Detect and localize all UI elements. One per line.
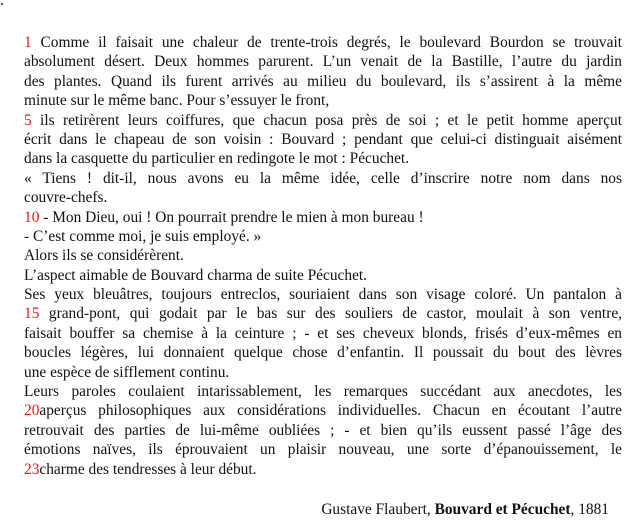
line-text: grand-pont, qui godait par le bas sur des souliers de castor, moulait à son ventre, — [39, 305, 622, 323]
text-line — [24, 227, 622, 246]
attribution — [321, 500, 609, 519]
text-line — [24, 72, 622, 91]
line-text: charme des tendresses à leur début. — [39, 460, 257, 478]
line-number: 10 — [24, 208, 40, 226]
line-text: - Mon Dieu, oui ! On pourrait prendre le mien à mon bureau ! — [39, 208, 424, 226]
line-number: 23 — [24, 460, 40, 478]
line-text: Leurs paroles coulaient intarissablement, les remarques succédant aux anecdotes, les — [24, 383, 622, 401]
attribution-year: , 1881 — [570, 501, 609, 518]
text-line — [24, 188, 622, 207]
line-number: 15 — [24, 305, 40, 323]
text-line — [24, 421, 622, 440]
text-line — [24, 130, 622, 149]
text-line — [24, 460, 622, 479]
text-line — [24, 266, 622, 285]
corner-dot — [1, 3, 3, 5]
line-text: Comme il faisait une chaleur de trente-trois degrés, le boulevard Bourdon se trouvait — [31, 34, 622, 51]
text-line — [24, 401, 622, 420]
line-number: 20 — [24, 402, 40, 420]
text-line — [24, 208, 622, 227]
attribution-author: Gustave Flaubert, — [321, 501, 435, 518]
attribution-book-title: Bouvard et Pécuchet — [434, 501, 571, 518]
line-text: Ses yeux bleuâtres, toujours entreclos, souriaient dans son visage coloré. Un pantalon à — [24, 286, 622, 304]
text-line — [24, 343, 622, 362]
text-line — [24, 324, 622, 343]
text-line — [24, 111, 622, 130]
line-text: Alors ils se considérèrent. — [24, 247, 184, 265]
line-text: écrit dans le chapeau de son voisin : Bouvard ; pendant que celui-ci distinguait aisément — [24, 130, 622, 148]
text-line — [24, 363, 622, 382]
line-text: « Tiens ! dit-il, nous avons eu la même idée, celle d’inscrire notre nom dans nos — [24, 169, 622, 187]
text-line — [24, 246, 622, 265]
line-text: couvre-chefs. — [24, 189, 108, 207]
line-text: émotions naïves, ils éprouvaient un plaisir nouveau, une sorte d’épanouissement, le — [24, 441, 622, 459]
text-line — [24, 33, 622, 52]
text-line — [24, 382, 622, 401]
text-line — [24, 440, 622, 459]
line-text: faisait bouffer sa chemise à la ceinture ; - et ses cheveux blonds, frisés d’eux-mêmes en — [24, 324, 622, 342]
text-line — [24, 52, 622, 71]
text-line — [24, 169, 622, 188]
text-line — [24, 91, 622, 110]
text-passage — [24, 33, 622, 479]
line-text: dans la casquette du particulier en redingote le mot : Pécuchet. — [24, 150, 410, 168]
line-text: ils retirèrent leurs coiffures, que chacun posa près de soi ; et le petit homme aperçut — [31, 111, 622, 129]
line-text: des plantes. Quand ils furent arrivés au milieu du boulevard, ils s’assirent à la même — [24, 72, 622, 90]
line-number: 5 — [24, 111, 32, 129]
text-line — [24, 149, 622, 168]
line-number: 1 — [24, 34, 32, 51]
line-text: retrouvait des parties de lui-même oubliées ; - et bien qu’ils eussent passé l’âge des — [24, 421, 622, 439]
line-text: boucles légères, lui donnaient quelque chose d’enfantin. Il poussait du bout des lèvres — [24, 344, 622, 362]
line-text: - C’est comme moi, je suis employé. » — [24, 227, 262, 245]
text-line — [24, 304, 622, 323]
text-line — [24, 285, 622, 304]
line-text: L’aspect aimable de Bouvard charma de suite Pécuchet. — [24, 266, 368, 284]
line-text: aperçus philosophiques aux considérations individuelles. Chacun en écoutant l’autre — [39, 402, 622, 420]
line-text: minute sur le même banc. Pour s’essuyer le front, — [24, 92, 330, 110]
line-text: absolument désert. Deux hommes parurent. L’un venait de la Bastille, l’autre du jardin — [24, 53, 622, 71]
line-text: une espèce de sifflement continu. — [24, 363, 230, 381]
